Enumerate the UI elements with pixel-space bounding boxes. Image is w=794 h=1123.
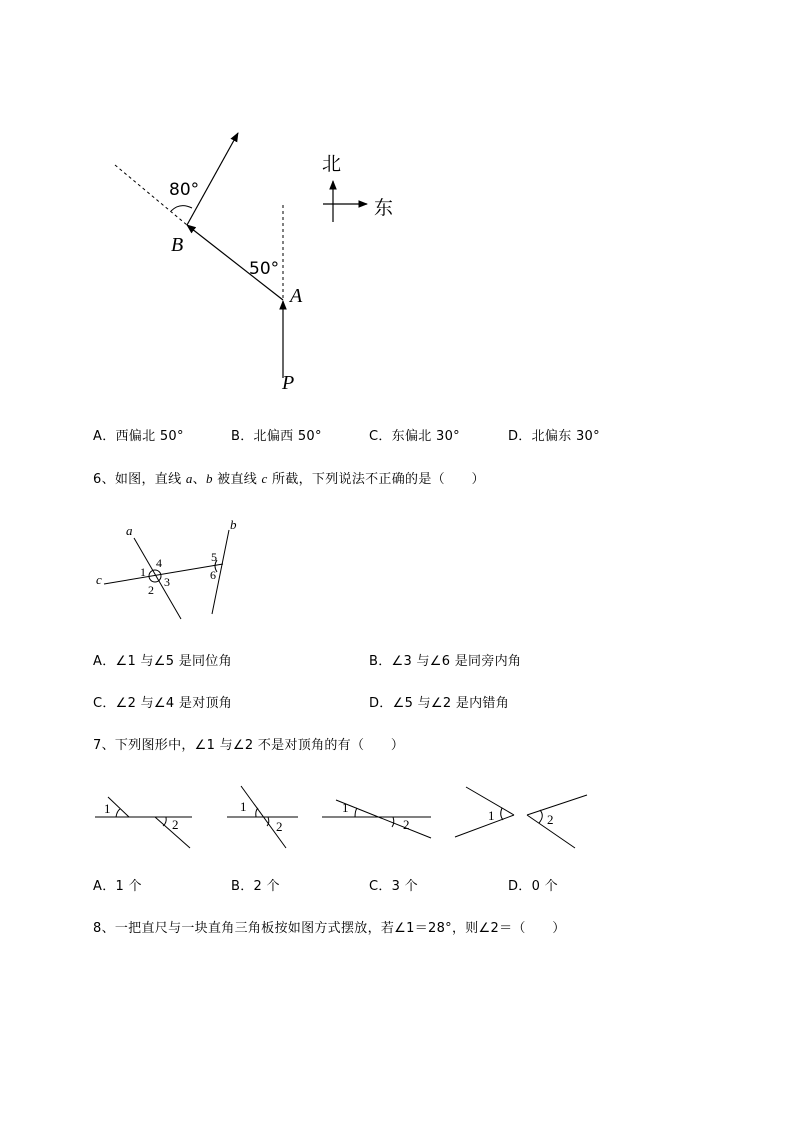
q7-option-d: D．0 个 [508, 879, 558, 894]
compass-north-label: 北 [322, 153, 342, 175]
q7-stem: 7、下列图形中，∠1 与∠2 不是对顶角的有（ ） [93, 738, 405, 753]
label-point-a: A [290, 285, 303, 307]
fig1-slant-left [108, 797, 129, 817]
fig4-right-upper [527, 795, 587, 815]
label-line-c: c [96, 572, 102, 587]
label-point-b: B [171, 234, 184, 256]
fig4-label-1: 1 [488, 808, 495, 823]
fig3-arc-1 [355, 808, 357, 817]
label-angle-1: 1 [140, 565, 146, 579]
fig4-arc-1 [501, 808, 503, 820]
q7-figure-4 [455, 787, 587, 848]
q6-stem-var-a: a [185, 471, 193, 486]
compass-east-label: 东 [374, 197, 394, 219]
q7-option-a: A．1 个 [93, 879, 142, 894]
q6-stem-part: 6、如图，直线 [93, 472, 186, 487]
q6-stem-part: 被直线 [212, 472, 262, 487]
label-angle-80: 80° [169, 180, 200, 200]
q6-option-d: D．∠5 与∠2 是内错角 [369, 696, 510, 711]
q6-option-b: B．∠3 与∠6 是同旁内角 [369, 654, 522, 669]
fig4-arc-2 [539, 810, 542, 823]
label-angle-6: 6 [210, 568, 216, 582]
label-angle-2: 2 [148, 583, 154, 597]
q6-stem-var-c: c [261, 471, 268, 486]
q6-stem-part: 、 [192, 472, 206, 487]
fig3-slant [336, 800, 431, 838]
fig2-label-2: 2 [276, 819, 283, 834]
q7-figure-2 [227, 786, 298, 848]
q5-option-b: B．北偏西 50° [231, 429, 322, 444]
fig3-label-1: 1 [342, 800, 349, 815]
q7-figure-3 [322, 800, 431, 838]
q6-stem-part: 所截，下列说法不正确的是（ ） [267, 472, 485, 487]
q6-stem-var-b: b [205, 471, 213, 486]
fig2-label-1: 1 [240, 799, 247, 814]
label-angle-50: 50° [249, 259, 280, 279]
fig1-label-2: 2 [172, 817, 179, 832]
q6-option-a: A．∠1 与∠5 是同位角 [93, 654, 232, 669]
label-line-b: b [230, 517, 237, 532]
q5-option-c: C．东偏北 30° [369, 429, 460, 444]
q8-stem: 8、一把直尺与一块直角三角板按如图方式摆放，若∠1＝28°，则∠2＝（ ） [93, 921, 566, 936]
label-angle-4: 4 [156, 556, 162, 570]
q5-option-d: D．北偏东 30° [508, 429, 600, 444]
fig1-label-1: 1 [104, 801, 111, 816]
label-angle-3: 3 [164, 575, 170, 589]
label-line-a: a [126, 523, 133, 538]
q6-option-c: C．∠2 与∠4 是对顶角 [93, 696, 233, 711]
label-angle-5: 5 [211, 550, 217, 564]
q7-figure-1 [95, 797, 192, 848]
fig4-label-2: 2 [547, 812, 554, 827]
fig3-label-2: 2 [403, 817, 410, 832]
fig1-arc-1 [116, 809, 120, 817]
q5-option-a: A．西偏北 50° [93, 429, 184, 444]
label-point-p: P [282, 372, 295, 394]
q7-option-c: C．3 个 [369, 879, 418, 894]
fig4-left-lower [455, 815, 514, 837]
q7-option-b: B．2 个 [231, 879, 280, 894]
